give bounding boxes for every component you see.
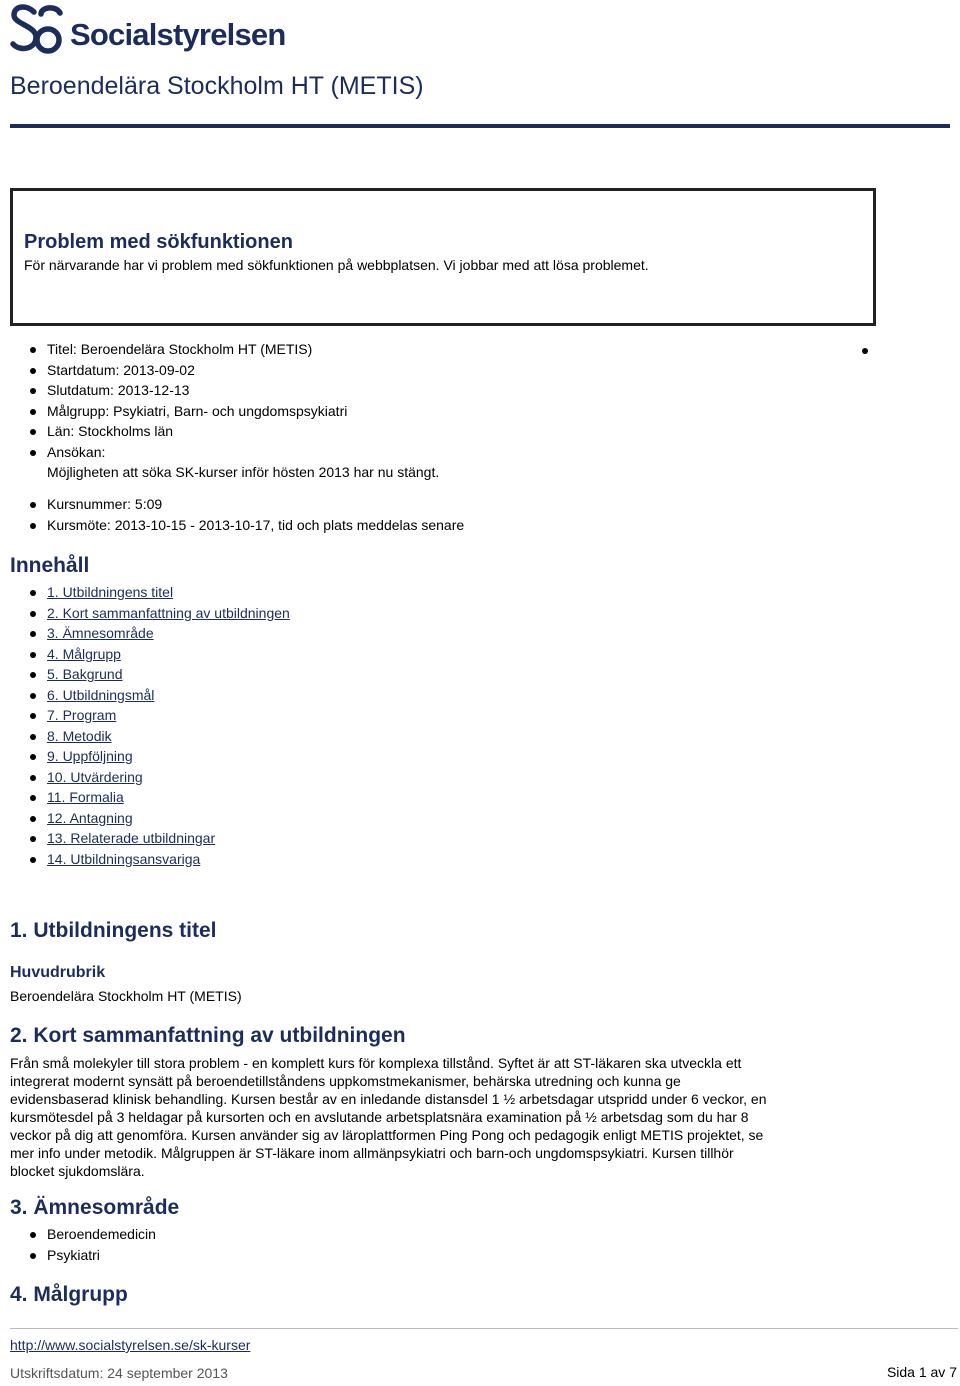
toc-link[interactable]: 13. Relaterade utbildningar [47, 830, 216, 846]
meta-application-text: Möjligheten att söka SK-kurser inför hösten 2013 har nu stängt. [47, 464, 440, 480]
toc-item [47, 603, 290, 624]
toc-item [47, 808, 290, 829]
toc-link[interactable]: 1. Utbildningens titel [47, 584, 174, 600]
course-meta-list [47, 339, 439, 483]
toc-item [47, 767, 290, 788]
toc-item [47, 685, 290, 706]
toc-item [47, 828, 290, 849]
course-meta-list-2 [47, 494, 464, 535]
toc-item [47, 849, 290, 870]
section-2-text: Från små molekyler till stora problem - en komplett kurs för komplexa tillstånd. Syftet är att ST-läkaren ska utveckla ett integrerat modernt synsätt på beroendetillståndens uppkomstmekanismer, behärska utredning och kunna ge evidensbaserad klinisk behandling. Kursen består av en inledande distansdel 1 ½ arbetsdagar utspridd under 6 veckor, en kursmötesdel på 3 heldagar på kursorten och en avslutande arbetsplatsnära examination på ½ arbetsdag som du har 8 veckor på dig att genomföra. Kursen använder sig av läroplattformen Ping Pong och pedagogik enligt METIS projektet, se mer info under metodik. Målgruppen är ST-läkare inom allmänpsykiatri och barn-och ungdomspsykiatri. Kursen tillhör blocket sjukdomslära. [10, 1055, 767, 1179]
subject-item: Beroendemedicin [47, 1224, 156, 1245]
toc-item [47, 726, 290, 747]
toc-item [47, 644, 290, 665]
section-1-heading: 1. Utbildningens titel [10, 919, 217, 942]
section-2-heading: 2. Kort sammanfattning av utbildningen [10, 1024, 406, 1047]
toc-link[interactable]: 11. Formalia [47, 789, 124, 805]
subject-list [47, 1224, 156, 1265]
meta-end-date: Slutdatum: 2013-12-13 [47, 380, 439, 401]
toc-link[interactable]: 14. Utbildningsansvariga [47, 850, 201, 867]
notice-text: För närvarande har vi problem med sökfunktionen på webbplatsen. Vi jobbar med att lösa problemet. [24, 257, 649, 273]
meta-course-number: Kursnummer: 5:09 [47, 494, 464, 515]
meta-application: Ansökan: [47, 442, 439, 463]
meta-course-meeting: Kursmöte: 2013-10-15 - 2013-10-17, tid och plats meddelas senare [47, 515, 464, 536]
section-4-heading: 4. Målgrupp [10, 1283, 128, 1306]
toc-link[interactable]: 5. Bakgrund [47, 666, 123, 682]
meta-title: Titel: Beroendelära Stockholm HT (METIS) [47, 339, 439, 360]
print-date: Utskriftsdatum: 24 september 2013 [10, 1365, 228, 1381]
toc-link[interactable]: 4. Målgrupp [47, 645, 121, 662]
meta-county: Län: Stockholms län [47, 421, 439, 442]
toc-link[interactable]: 12. Antagning [47, 809, 133, 826]
footer-divider [10, 1328, 958, 1329]
section-1-subheading: Huvudrubrik [10, 964, 106, 981]
toc-item [47, 705, 290, 726]
notice-box [10, 188, 876, 326]
toc-link[interactable]: 3. Ämnesområde [47, 625, 154, 641]
toc-link[interactable]: 7. Program [47, 707, 117, 723]
toc-link[interactable]: 6. Utbildningsmål [47, 686, 155, 703]
section-3-heading: 3. Ämnesområde [10, 1196, 180, 1219]
toc-list [47, 582, 290, 869]
section-1-text: Beroendelära Stockholm HT (METIS) [10, 988, 242, 1004]
page-title: Beroendelära Stockholm HT (METIS) [10, 72, 424, 100]
toc-item [47, 623, 290, 644]
toc-heading: Innehåll [10, 554, 90, 577]
toc-item [47, 787, 290, 808]
brand-name: Socialstyrelsen [70, 17, 286, 52]
brand-logo [8, 2, 285, 58]
toc-item [47, 582, 290, 603]
toc-link[interactable]: 8. Metodik [47, 727, 112, 744]
empty-list-bullet [862, 348, 868, 354]
page-number: Sida 1 av 7 [886, 1364, 957, 1380]
footer-url-link[interactable]: http://www.socialstyrelsen.se/sk-kurser [10, 1337, 251, 1353]
toc-link[interactable]: 10. Utvärdering [47, 768, 143, 785]
title-divider [10, 124, 950, 128]
toc-link[interactable]: 2. Kort sammanfattning av utbildningen [47, 604, 290, 621]
subject-item: Psykiatri [47, 1245, 156, 1266]
meta-start-date: Startdatum: 2013-09-02 [47, 360, 439, 381]
toc-item [47, 746, 290, 767]
meta-target-group: Målgrupp: Psykiatri, Barn- och ungdomspsykiatri [47, 401, 439, 422]
notice-heading: Problem med sökfunktionen [24, 231, 293, 253]
toc-item [47, 664, 290, 685]
toc-link[interactable]: 9. Uppföljning [47, 748, 133, 764]
socialstyrelsen-logo-icon [8, 2, 68, 58]
